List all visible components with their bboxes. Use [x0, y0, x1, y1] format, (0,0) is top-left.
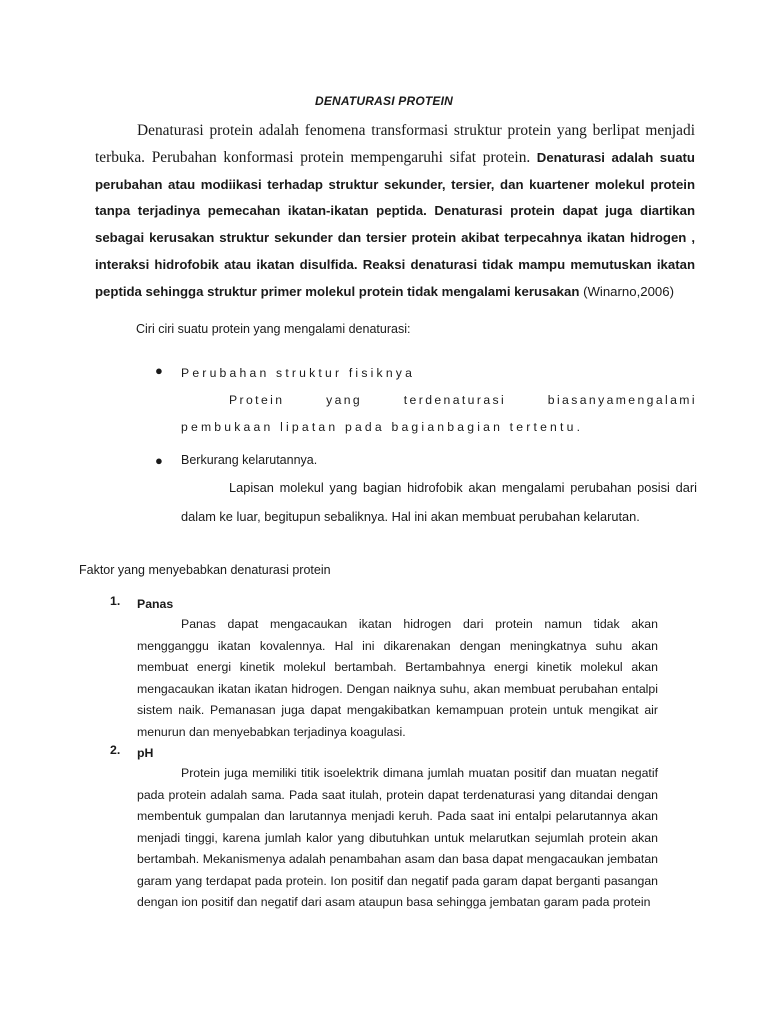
factor-text	[137, 763, 658, 914]
list-item	[155, 360, 697, 440]
bullet-icon: ●	[155, 453, 163, 469]
bullet-desc-word: terdenaturasi	[403, 392, 507, 407]
bullet-desc-word: biasanyamengalami	[547, 392, 697, 407]
intro-definition-text: Denaturasi adalah suatu perubahan atau modiikasi terhadap struktur sekunder, tersier, dan kuartener molekul protein tanpa terjadinya pemecahan ikatan-ikatan peptida. Denaturasi protein dapat juga diartikan sebagai kerusakan struktur sekunder dan tersier protein akibat terpecahnya ikatan hidrogen , interaksi hidrofobik atau ikatan disulfida. Reaksi denaturasi tidak mampu memutuskan ikatan peptida sehingga struktur primer molekul protein tidak mengalami kerusakan	[95, 149, 695, 299]
factor-text-content: Protein juga memiliki titik isoelektrik dimana jumlah muatan positif dan muatan negatif pada protein adalah sama. Pada saat itulah, protein dapat terdenaturasi yang ditandai dengan membentuk gumpalan dan larutannya menjadi keruh. Pada saat ini entalpi pelarutannya akan menjadi tinggi, karena jumlah kalor yang dibutuhkan untuk melarutkan sejumlah protein akan bertambah. Mekanismenya adalah penambahan asam dan basa dapat mengacaukan jembatan garam yang terdapat pada protein. Ion positif dan negatif pada garam dapat berganti pasangan dengan ion positif dan negatif dari asam ataupun basa sehingga jembatan garam pada protein	[137, 766, 658, 909]
bullet-desc-line1	[181, 387, 697, 414]
characteristics-list	[155, 360, 697, 531]
factor-number: 1.	[110, 594, 121, 608]
page-title: DENATURASI PROTEIN	[314, 94, 454, 108]
bullet-desc	[181, 474, 697, 531]
intro-paragraph	[95, 118, 695, 306]
bullet-desc-line2: pembukaan lipatan pada bagianbagian tertentu.	[181, 419, 584, 434]
factor-text	[137, 614, 658, 743]
factor-name: Panas	[137, 597, 174, 611]
bullet-desc-text: Lapisan molekul yang bagian hidrofobik akan mengalami perubahan posisi dari dalam ke luar, begitupun sebaliknya. Hal ini akan membuat perubahan kelarutan.	[181, 480, 697, 524]
factor-text-content: Panas dapat mengacaukan ikatan hidrogen dari protein namun tidak akan mengganggu ikatan kovalennya. Hal ini dikarenakan dengan meningkatnya suhu akan membuat energi kinetik molekul bertambah. Bertambahnya energi kinetik molekul akan mengacaukan ikatan ikatan hidrogen. Dengan naiknya suhu, akan membuat perubahan entalpi sistem naik. Pemanasan juga dapat mengakibatkan kemampuan protein untuk mengikat air menurun dan menyebabkan terjadinya koagulasi.	[137, 617, 658, 739]
bullet-title: Berkurang kelarutannya.	[181, 453, 318, 468]
intro-serif-text: Denaturasi protein adalah fenomena transformasi struktur protein yang berlipat menjadi terbuka. Perubahan konformasi protein mempengaruhi sifat protein.	[95, 122, 695, 166]
list-item	[155, 450, 697, 531]
bullet-desc-word: Protein	[229, 392, 285, 407]
bullet-title: Perubahan struktur fisiknya	[181, 366, 416, 380]
intro-citation: (Winarno,2006)	[579, 283, 674, 299]
list-item	[110, 743, 658, 914]
factor-name: pH	[137, 746, 154, 760]
factors-list	[110, 594, 658, 914]
bullet-desc-word: yang	[326, 392, 363, 407]
bullet-icon: ●	[155, 363, 163, 378]
characteristics-heading: Ciri ciri suatu protein yang mengalami denaturasi:	[136, 322, 411, 336]
factor-number: 2.	[110, 743, 121, 757]
list-item	[110, 594, 658, 743]
factors-heading: Faktor yang menyebabkan denaturasi protein	[79, 563, 331, 577]
